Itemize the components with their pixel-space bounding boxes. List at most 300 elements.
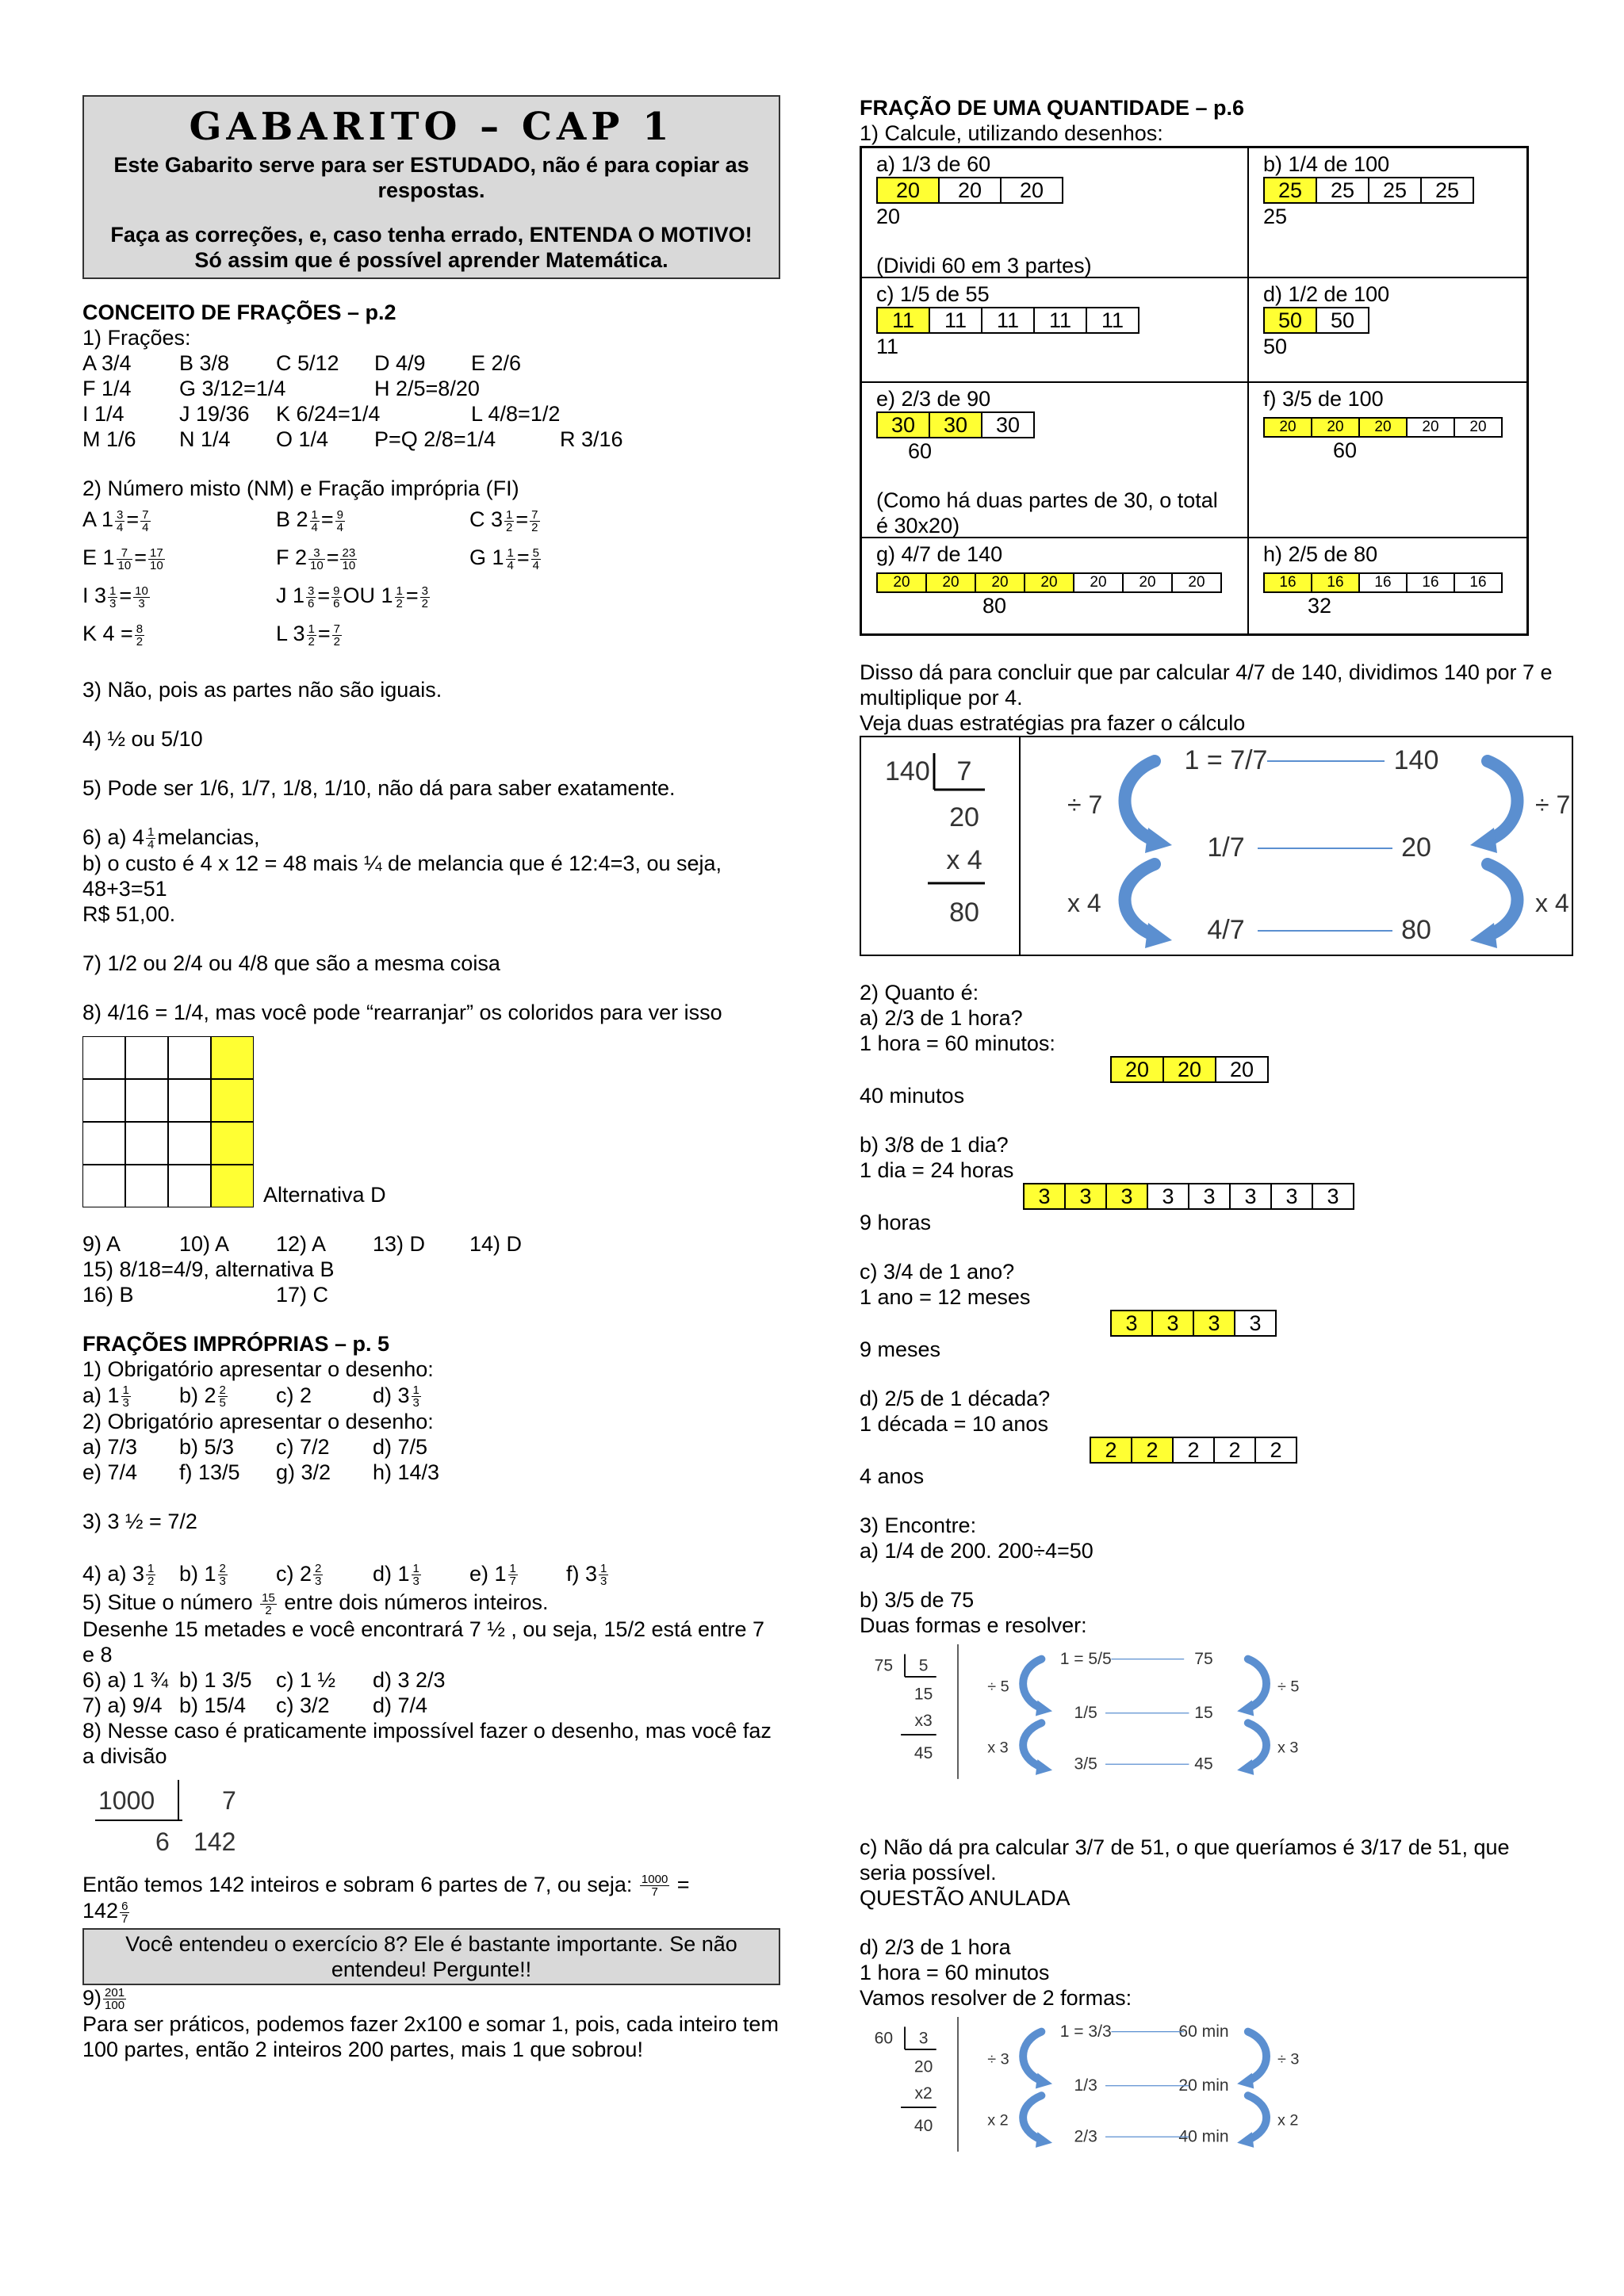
bar-cell: 25 bbox=[1263, 177, 1317, 204]
s2-conc-text: Então temos 142 inteiros e sobram 6 partes de 7, ou seja: bbox=[82, 1872, 633, 1896]
s2-q2-g: g) 3/2 bbox=[276, 1460, 331, 1485]
grid-square bbox=[168, 1122, 211, 1165]
arrowhead-right-2 bbox=[1237, 1759, 1254, 1775]
header-line-2: Faça as correções, e, caso tenha errado, ENTENDA O MOTIVO! bbox=[110, 223, 753, 247]
answer-e: E 2/6 bbox=[471, 351, 522, 375]
divisor: 7 bbox=[222, 1785, 236, 1815]
bar-cell: 3 bbox=[1110, 1310, 1153, 1337]
div-quotient: 20 bbox=[949, 802, 979, 832]
bar-cell: 3 bbox=[1105, 1183, 1148, 1210]
answer-b: B 3/8 bbox=[179, 351, 230, 375]
div-result: 45 bbox=[914, 1743, 933, 1762]
q5-answer: 5) Pode ser 1/6, 1/7, 1/8, 1/10, não dá para saber exatamente. bbox=[82, 776, 676, 800]
mixed-k: K 4 = bbox=[82, 622, 133, 646]
bar-cell: 25 bbox=[1316, 177, 1369, 204]
op-right-2: x 4 bbox=[1535, 889, 1569, 917]
cell-c bbox=[861, 277, 1248, 382]
arrowhead-left-1 bbox=[1145, 828, 1172, 853]
s2-q2: 2) Obrigatório apresentar o desenho: bbox=[82, 1410, 434, 1434]
header-line-1: Este Gabarito serve para ser ESTUDADO, não é para copiar as respostas. bbox=[113, 153, 749, 202]
bar-cell: 20 bbox=[876, 572, 927, 593]
bar-cell: 3 bbox=[1229, 1183, 1272, 1210]
conclusion-1: Disso dá para concluir que par calcular 4/7 de 140, dividimos 140 por 7 e multiplique por 4. bbox=[860, 660, 1553, 710]
s2-q6-a: 6) a) 1 ¾ bbox=[82, 1667, 169, 1692]
bar-q2a bbox=[860, 1056, 1573, 1083]
op-right-1: ÷ 5 bbox=[1277, 1678, 1300, 1696]
ratio-top-left: 1 = 5/5 bbox=[1059, 1649, 1112, 1668]
div-divisor: 7 bbox=[956, 756, 972, 786]
q3-title: 3) Encontre: bbox=[860, 1513, 977, 1537]
q3c-annulled: QUESTÃO ANULADA bbox=[860, 1886, 1071, 1910]
q8-answer: 8) 4/16 = 1/4, mas você pode “rearranjar” os coloridos para ver isso bbox=[82, 1001, 722, 1025]
strategy-svg bbox=[860, 2017, 1300, 2152]
mixed-f: F 2 bbox=[276, 545, 308, 570]
ratio-mid-right: 15 bbox=[1194, 1703, 1213, 1722]
strategy-diagram-2-wrap bbox=[860, 1644, 1304, 1800]
ratio-bot-right: 40 min bbox=[1178, 2127, 1229, 2146]
label-c: c) 1/5 de 55 bbox=[876, 282, 990, 306]
strategy-box-1 bbox=[860, 736, 1573, 956]
s2-conclusion: Então temos 142 inteiros e sobram 6 partes de 7, ou seja: $\frac{1000}{7}$ = bbox=[82, 1872, 690, 1900]
s2-q1-c: c) 2 bbox=[276, 1383, 312, 1408]
bar-q2b bbox=[860, 1183, 1573, 1210]
q3c: c) Não dá pra calcular 3/7 de 51, o que queríamos é 3/17 de 51, que seria possível. bbox=[860, 1835, 1510, 1885]
s2-q2-h: h) 14/3 bbox=[373, 1460, 440, 1485]
s2-q1: 1) Obrigatório apresentar o desenho: bbox=[82, 1357, 434, 1382]
fractions-row-2 bbox=[82, 376, 780, 401]
ratio-top-left: 1 = 7/7 bbox=[1184, 745, 1268, 775]
q6b-answer: b) o custo é 4 x 12 = 48 mais ¼ de melancia que é 12:4=3, ou seja, 48+3=51 bbox=[82, 851, 722, 901]
bar-cell: 2 bbox=[1254, 1437, 1297, 1464]
s2-q6-c: c) 1 ½ bbox=[276, 1667, 336, 1692]
div-multiplier: x 4 bbox=[946, 845, 982, 875]
answer-m: M 1/6 bbox=[82, 427, 136, 451]
q2b-info: 1 dia = 24 horas bbox=[860, 1158, 1014, 1182]
bar-cell: 16 bbox=[1358, 572, 1408, 593]
arrowhead-right-1 bbox=[1237, 1701, 1254, 1716]
cell-f bbox=[1248, 382, 1527, 538]
bar-cell: 2 bbox=[1213, 1437, 1256, 1464]
q3d: d) 2/3 de 1 hora bbox=[860, 1935, 1011, 1959]
grid-square bbox=[211, 1079, 254, 1122]
grid-square bbox=[82, 1165, 125, 1207]
arrowhead-left-2 bbox=[1145, 923, 1172, 948]
mixed-row-3: I 3 $\frac{1}{3}$ = $\frac{10}{3}$ J 1 $\frac{3}{6}$ = $\frac{9}{6}$ OU 1 $\frac{1}{2}$ = $\frac{3}{2}$ bbox=[82, 584, 428, 610]
s2-q6-d: d) 3 2/3 bbox=[373, 1667, 446, 1692]
dividend: 1000 bbox=[98, 1785, 155, 1815]
div-multiplier: x3 bbox=[914, 1711, 933, 1730]
bar-b bbox=[1263, 177, 1512, 204]
bar-f bbox=[1263, 411, 1512, 438]
bar-cell: 20 bbox=[876, 177, 940, 204]
q2b-label: b) 3/8 de 1 dia? bbox=[860, 1133, 1009, 1157]
note-box bbox=[82, 1928, 780, 1985]
answer-a: A 3/4 bbox=[82, 351, 132, 375]
bar-cell: 3 bbox=[1188, 1183, 1231, 1210]
mixed-a: A 1 bbox=[82, 507, 114, 532]
s2-q7 bbox=[82, 1693, 780, 1718]
answer-k: K 6/24=1/4 bbox=[276, 402, 381, 426]
mixed-row-4: K 4 = $\frac{8}{2}$ L 3 $\frac{1}{2}$ = $\frac{7}{2}$ bbox=[82, 622, 341, 649]
result-e: 60 bbox=[908, 439, 933, 463]
arrowhead-left-2 bbox=[1036, 2132, 1052, 2148]
bar-cell: 20 bbox=[1311, 417, 1360, 438]
answer-o: O 1/4 bbox=[276, 427, 329, 451]
bar-cell: 3 bbox=[1151, 1310, 1194, 1337]
ratio-bot-right: 45 bbox=[1194, 1755, 1213, 1774]
bar-cell: 50 bbox=[1263, 307, 1317, 334]
s2-q4-e: e) 1 bbox=[469, 1561, 507, 1586]
answer-j: J 19/36 bbox=[179, 402, 250, 426]
mixed-j: J 1 bbox=[276, 584, 305, 608]
bar-cell: 20 bbox=[1215, 1056, 1269, 1083]
bar-cell: 20 bbox=[1406, 417, 1455, 438]
op-right-1: ÷ 7 bbox=[1535, 790, 1571, 819]
s2-q4-f: f) 3 bbox=[566, 1561, 598, 1586]
bar-cell: 2 bbox=[1172, 1437, 1215, 1464]
s2-q9-explain: Para ser práticos, podemos fazer 2x100 e somar 1, pois, cada inteiro tem 100 partes, então 2 inteiros 200 partes, mais 1 que sobrou! bbox=[82, 2011, 779, 2061]
result-d: 50 bbox=[1263, 335, 1288, 358]
ratio-top-left: 1 = 3/3 bbox=[1059, 2022, 1112, 2041]
ratio-mid-right: 20 bbox=[1401, 832, 1431, 863]
div-result: 40 bbox=[914, 2116, 933, 2135]
label-f: f) 3/5 de 100 bbox=[1263, 387, 1384, 411]
ratio-top-right: 60 min bbox=[1178, 2022, 1229, 2041]
label-d: d) 1/2 de 100 bbox=[1263, 282, 1390, 306]
strategy-svg bbox=[861, 737, 1572, 955]
left-column bbox=[82, 95, 780, 2062]
q2d-label: d) 2/5 de 1 década? bbox=[860, 1387, 1051, 1410]
op-left-2: x 3 bbox=[987, 1739, 1009, 1757]
bar-cell: 2 bbox=[1090, 1437, 1132, 1464]
conclusion-2: Veja duas estratégias pra fazer o cálculo bbox=[860, 711, 1246, 735]
bar-cell: 16 bbox=[1406, 572, 1455, 593]
bar-cell: 3 bbox=[1147, 1183, 1189, 1210]
grid-square bbox=[168, 1036, 211, 1079]
bar-q2d bbox=[860, 1437, 1573, 1464]
arrowhead-right-1 bbox=[1237, 2073, 1254, 2089]
answer-f: F 1/4 bbox=[82, 377, 132, 400]
bar-cell: 20 bbox=[1024, 572, 1074, 593]
bar-cell: 20 bbox=[1122, 572, 1173, 593]
bar-a bbox=[876, 177, 1233, 204]
div-dividend: 75 bbox=[874, 1656, 894, 1675]
s2-q4-d: d) 1 bbox=[373, 1561, 410, 1586]
cell-b bbox=[1248, 147, 1527, 277]
answer-15: 15) 8/18=4/9, alternativa B bbox=[82, 1257, 335, 1282]
bar-cell: 16 bbox=[1263, 572, 1312, 593]
s2-q5-prefix: 5) Situe o número bbox=[82, 1590, 253, 1615]
arrow-left-1 bbox=[1023, 2032, 1041, 2081]
mixed-c: C 3 bbox=[469, 507, 504, 532]
arrow-left-1 bbox=[1125, 761, 1155, 840]
q7-answer: 7) 1/2 ou 2/4 ou 4/8 que são a mesma coisa bbox=[82, 951, 500, 976]
bar-q2c bbox=[860, 1310, 1573, 1337]
s2-q1-a: a) 1 bbox=[82, 1383, 120, 1407]
fractions-row-1 bbox=[82, 350, 780, 376]
op-left-1: ÷ 3 bbox=[987, 2050, 1009, 2068]
s2-q7-c: c) 3/2 bbox=[276, 1693, 330, 1717]
s2-q4-c: c) 2 bbox=[276, 1561, 312, 1586]
op-right-2: x 3 bbox=[1277, 1739, 1299, 1757]
answer-n: N 1/4 bbox=[179, 427, 231, 451]
answer-10: 10) A bbox=[179, 1232, 230, 1257]
strategy-diagram-3-wrap bbox=[860, 2017, 1304, 2172]
bar-cell: 2 bbox=[1131, 1437, 1174, 1464]
strategy-diagram-2 bbox=[860, 1644, 1304, 1800]
mixed-l: L 3 bbox=[276, 622, 305, 646]
section-title-quantidade: FRAÇÃO DE UMA QUANTIDADE – p.6 bbox=[860, 96, 1245, 120]
header-line-3: Só assim que é possível aprender Matemática. bbox=[194, 248, 668, 272]
s3-q1: 1) Calcule, utilizando desenhos: bbox=[860, 121, 1163, 145]
op-left-1: ÷ 5 bbox=[987, 1678, 1009, 1696]
op-left-2: x 2 bbox=[987, 2111, 1009, 2130]
section-title-conceito: CONCEITO DE FRAÇÕES – p.2 bbox=[82, 300, 396, 324]
s2-q9: 9) $\frac{201}{100}$ bbox=[82, 1985, 125, 2012]
quotient: 142 bbox=[193, 1827, 236, 1856]
fractions-row-4 bbox=[82, 427, 780, 452]
cell-e bbox=[861, 382, 1248, 538]
answer-13: 13) D bbox=[373, 1232, 426, 1257]
mixed-row-1: A 1 $\frac{3}{4}$ = $\frac{7}{4}$ B 2 $\frac{1}{4}$ = $\frac{9}{4}$ C 3 $\frac{1}{2}$ = $\frac{7}{2}$ bbox=[82, 507, 538, 534]
ratio-top-right: 140 bbox=[1393, 745, 1439, 775]
arrow-right-1 bbox=[1248, 1659, 1266, 1709]
grid-square bbox=[82, 1122, 125, 1165]
s2-q1-answers: a) 1 $\frac{1}{3}$ b) 2 $\frac{2}{5}$ c) 2 d) 3 $\frac{1}{3}$ bbox=[82, 1383, 419, 1410]
bar-c bbox=[876, 307, 1233, 334]
answer-l: L 4/8=1/2 bbox=[471, 402, 561, 426]
s2-q4-a: 4) a) 3 bbox=[82, 1561, 145, 1586]
q2c-label: c) 3/4 de 1 ano? bbox=[860, 1260, 1015, 1284]
mixed-ou: OU 1 bbox=[343, 584, 393, 608]
q2a-info: 1 hora = 60 minutos: bbox=[860, 1031, 1055, 1055]
grid-square bbox=[125, 1165, 168, 1207]
q6c-answer: R$ 51,00. bbox=[82, 902, 176, 927]
answer-d: D 4/9 bbox=[374, 351, 426, 375]
s2-q2-a: a) 7/3 bbox=[82, 1435, 138, 1460]
label-g: g) 4/7 de 140 bbox=[876, 542, 1003, 566]
bar-g bbox=[876, 567, 1233, 593]
note-e: (Como há duas partes de 30, o total é 30x20) bbox=[876, 488, 1218, 538]
label-e: e) 2/3 de 90 bbox=[876, 387, 991, 411]
s2-q2-e: e) 7/4 bbox=[82, 1460, 138, 1485]
answer-9: 9) A bbox=[82, 1232, 121, 1257]
grid-square bbox=[168, 1079, 211, 1122]
arrowhead-left-2 bbox=[1036, 1759, 1052, 1775]
strategy-svg bbox=[860, 1644, 1300, 1779]
arrowhead-left-1 bbox=[1036, 1701, 1052, 1716]
s2-q2-c: c) 7/2 bbox=[276, 1435, 330, 1460]
div-multiplier: x2 bbox=[914, 2084, 933, 2103]
result-c: 11 bbox=[876, 335, 899, 358]
op-left-1: ÷ 7 bbox=[1067, 790, 1103, 819]
s2-conc2-text: 142 bbox=[82, 1899, 119, 1923]
s2-q2-b: b) 5/3 bbox=[179, 1435, 235, 1460]
s2-q2-d: d) 7/5 bbox=[373, 1435, 428, 1460]
ratio-mid-right: 20 min bbox=[1178, 2076, 1229, 2095]
bar-cell: 3 bbox=[1064, 1183, 1107, 1210]
arrowhead-right-1 bbox=[1470, 828, 1497, 853]
s2-q6-b: b) 1 3/5 bbox=[179, 1667, 252, 1692]
mixed-row-2: E 1 $\frac{7}{10}$ = $\frac{17}{10}$ F 2 $\frac{3}{10}$ = $\frac{23}{10}$ G 1 $\frac{1}{4}$ = $\frac{5}{4}$ bbox=[82, 545, 539, 572]
grid-square bbox=[125, 1036, 168, 1079]
div-quotient: 15 bbox=[914, 1685, 933, 1704]
q3b-info: Duas formas e resolver: bbox=[860, 1613, 1087, 1637]
arrowhead-left-1 bbox=[1036, 2073, 1052, 2089]
note-text: Você entendeu o exercício 8? Ele é bastante importante. Se não entendeu! Pergunte!! bbox=[125, 1931, 737, 1981]
s2-q2-row2 bbox=[82, 1460, 780, 1485]
bar-cell: 11 bbox=[929, 307, 982, 334]
q2c-info: 1 ano = 12 meses bbox=[860, 1285, 1031, 1309]
fractions-row-3 bbox=[82, 401, 780, 427]
bar-e bbox=[876, 411, 1233, 438]
s2-q9-label: 9) bbox=[82, 1985, 102, 2010]
label-h: h) 2/5 de 80 bbox=[1263, 542, 1378, 566]
grid-square bbox=[211, 1036, 254, 1079]
ratio-bot-left: 4/7 bbox=[1207, 915, 1245, 945]
answer-pq: P=Q 2/8=1/4 bbox=[374, 427, 496, 451]
bar-cell: 20 bbox=[1263, 417, 1312, 438]
answer-16: 16) B bbox=[82, 1283, 134, 1307]
bar-cell: 20 bbox=[1162, 1056, 1216, 1083]
q3d-info2: Vamos resolver de 2 formas: bbox=[860, 1986, 1132, 2010]
bar-cell: 25 bbox=[1420, 177, 1474, 204]
op-right-2: x 2 bbox=[1277, 2111, 1299, 2130]
ratio-mid-left: 1/7 bbox=[1207, 832, 1245, 863]
q2-label: 2) Número misto (NM) e Fração imprópria (FI) bbox=[82, 476, 519, 500]
grid-square bbox=[82, 1036, 125, 1079]
arrow-left-1 bbox=[1023, 1659, 1041, 1709]
bar-cell: 11 bbox=[981, 307, 1035, 334]
mixed-e: E 1 bbox=[82, 545, 115, 570]
bar-d bbox=[1263, 307, 1512, 334]
grid-square bbox=[168, 1165, 211, 1207]
answer-g: G 3/12=1/4 bbox=[179, 377, 286, 400]
q2b-result: 9 horas bbox=[860, 1211, 932, 1234]
q2d-result: 4 anos bbox=[860, 1464, 925, 1488]
result-h: 32 bbox=[1308, 594, 1332, 618]
remainder: 6 bbox=[155, 1827, 170, 1856]
arrow-right-1 bbox=[1488, 761, 1518, 840]
bar-cell: 20 bbox=[938, 177, 1002, 204]
answer-c: C 5/12 bbox=[276, 351, 339, 375]
s2-q1-d: d) 3 bbox=[373, 1383, 410, 1407]
bar-cell: 30 bbox=[876, 411, 930, 438]
arrowhead-right-2 bbox=[1470, 923, 1497, 948]
q6a-prefix: 6) a) 4 bbox=[82, 825, 145, 849]
bar-cell: 3 bbox=[1193, 1310, 1235, 1337]
strategy-diagram-1 bbox=[861, 737, 1572, 955]
s2-q1-b: b) 2 bbox=[179, 1383, 216, 1407]
s2-q5-explain: Desenhe 15 metades e você encontrará 7 ½ , ou seja, 15/2 está entre 7 e 8 bbox=[82, 1617, 765, 1667]
grid-square bbox=[211, 1165, 254, 1207]
q2a-result: 40 minutos bbox=[860, 1084, 965, 1108]
right-column bbox=[860, 95, 1573, 2172]
s2-q5-suffix: entre dois números inteiros. bbox=[284, 1590, 549, 1615]
alternative-label: Alternativa D bbox=[263, 1183, 386, 1207]
answer-12: 12) A bbox=[276, 1232, 327, 1257]
div-quotient: 20 bbox=[914, 2057, 933, 2076]
s2-q4-b: b) 1 bbox=[179, 1561, 216, 1586]
result-b: 25 bbox=[1263, 205, 1288, 228]
bar-cell: 20 bbox=[975, 572, 1025, 593]
ratio-mid-left: 1/5 bbox=[1074, 1703, 1097, 1722]
bar-cell: 50 bbox=[1316, 307, 1369, 334]
mixed-i: I 3 bbox=[82, 584, 107, 608]
s2-q2-row1 bbox=[82, 1434, 780, 1460]
result-a: 20 bbox=[876, 205, 901, 228]
answer-r: R 3/16 bbox=[560, 427, 623, 451]
bar-cell: 20 bbox=[925, 572, 976, 593]
bar-cell: 20 bbox=[1358, 417, 1408, 438]
label-a: a) 1/3 de 60 bbox=[876, 152, 991, 176]
s2-q4-answers: 4) a) 3 $\frac{1}{2}$ b) 1 $\frac{2}{3}$ c) 2 $\frac{2}{3}$ d) 1 $\frac{1}{3}$ e) 1 $\frac{1}{7}$ f) 3 $\frac{1}{3}$ bbox=[82, 1561, 607, 1589]
bar-cell: 20 bbox=[1073, 572, 1124, 593]
q8-figure bbox=[82, 1036, 780, 1207]
strategy-diagram-3 bbox=[860, 2017, 1304, 2172]
q6a-suffix: melancias, bbox=[157, 825, 260, 849]
q4-answer: 4) ½ ou 5/10 bbox=[82, 727, 203, 751]
q1-label: 1) Frações: bbox=[82, 326, 191, 350]
div-dividend: 60 bbox=[874, 2029, 894, 2048]
ratio-bot-right: 80 bbox=[1401, 915, 1431, 945]
s2-q7-b: b) 15/4 bbox=[179, 1693, 247, 1717]
q2a-label: a) 2/3 de 1 hora? bbox=[860, 1006, 1023, 1030]
q6a-answer: 6) a) 4 $\frac{1}{4}$ melancias, bbox=[82, 825, 260, 852]
q3d-info: 1 hora = 60 minutos bbox=[860, 1961, 1050, 1984]
grid-square bbox=[125, 1122, 168, 1165]
answer-14: 14) D bbox=[469, 1232, 523, 1257]
bar-cell: 25 bbox=[1368, 177, 1422, 204]
note-a: (Dividi 60 em 3 partes) bbox=[876, 254, 1092, 277]
div-dividend: 140 bbox=[885, 756, 930, 786]
bar-cell: 30 bbox=[929, 411, 982, 438]
q3b: b) 3/5 de 75 bbox=[860, 1588, 975, 1612]
bar-cell: 11 bbox=[1033, 307, 1087, 334]
q3-answer: 3) Não, pois as partes não são iguais. bbox=[82, 678, 442, 702]
bar-cell: 20 bbox=[1454, 417, 1503, 438]
answer-17: 17) C bbox=[276, 1283, 329, 1307]
page-title: GABARITO – CAP 1 bbox=[189, 105, 674, 149]
answers-9-14 bbox=[82, 1231, 780, 1257]
bar-cell: 30 bbox=[981, 411, 1035, 438]
s2-q8: 8) Nesse caso é praticamente impossível fazer o desenho, mas você faz a divisão bbox=[82, 1718, 772, 1768]
bar-cell: 16 bbox=[1454, 572, 1503, 593]
mixed-g: G 1 bbox=[469, 545, 504, 570]
division-1000-by-7 bbox=[82, 1777, 780, 1872]
s2-q6 bbox=[82, 1667, 780, 1693]
s2-q2-f: f) 13/5 bbox=[179, 1460, 240, 1485]
bar-cell: 16 bbox=[1311, 572, 1360, 593]
q2c-result: 9 meses bbox=[860, 1337, 941, 1361]
bar-cell: 11 bbox=[1086, 307, 1139, 334]
result-f: 60 bbox=[1333, 438, 1358, 462]
answer-i: I 1/4 bbox=[82, 402, 124, 426]
ratio-bot-left: 2/3 bbox=[1074, 2127, 1097, 2146]
cell-a bbox=[861, 147, 1248, 277]
bar-cell: 3 bbox=[1023, 1183, 1066, 1210]
cell-d bbox=[1248, 277, 1527, 382]
bar-cell: 3 bbox=[1270, 1183, 1313, 1210]
cell-h bbox=[1248, 538, 1527, 634]
cell-g bbox=[861, 538, 1248, 634]
ratio-mid-left: 1/3 bbox=[1074, 2076, 1097, 2095]
mixed-b: B 2 bbox=[276, 507, 308, 532]
grid-square bbox=[125, 1079, 168, 1122]
answers-16-17 bbox=[82, 1282, 780, 1307]
bar-cell: 20 bbox=[1171, 572, 1222, 593]
answer-h: H 2/5=8/20 bbox=[374, 377, 480, 400]
